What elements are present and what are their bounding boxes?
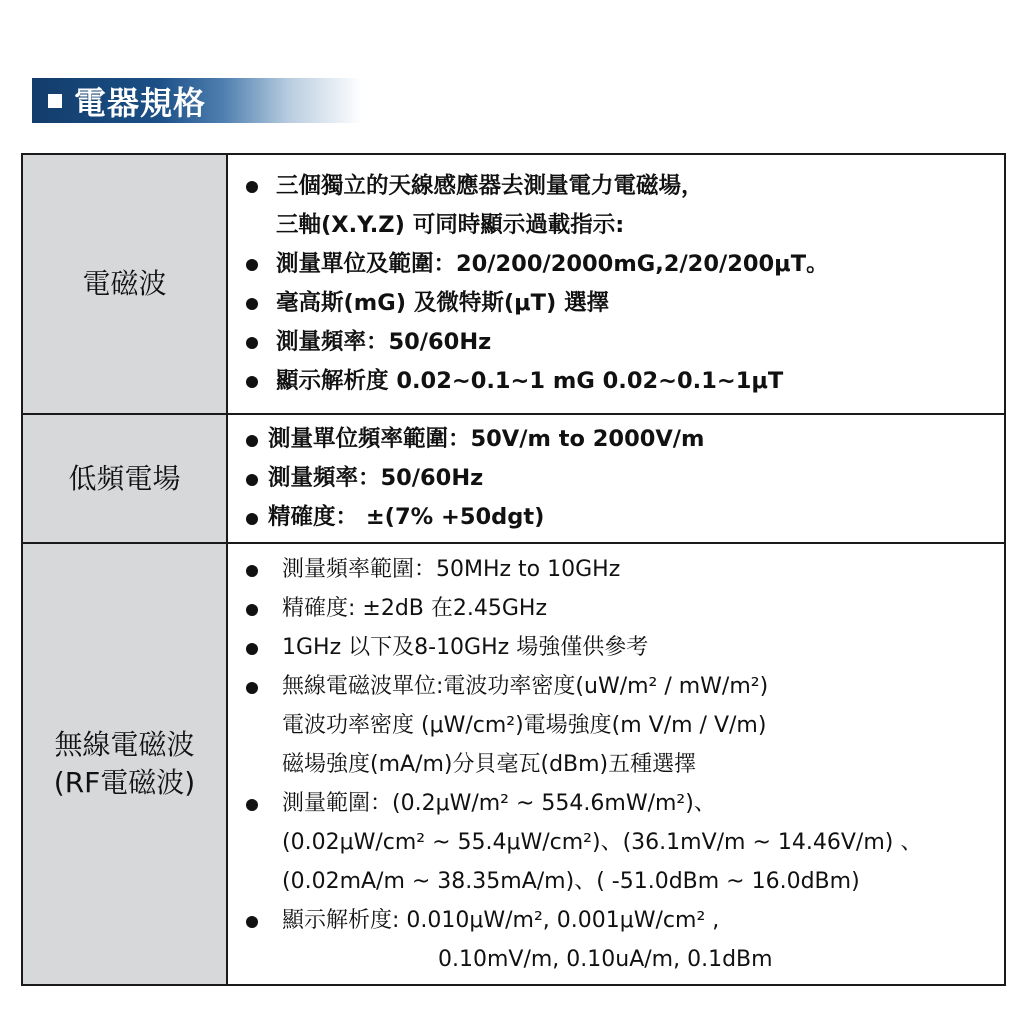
item-text: (0.02μW/cm² ~ 55.4μW/cm²)、(36.1mV/m ~ 14.46V/m) 、 xyxy=(282,829,923,855)
spec-row-low-freq xyxy=(22,414,1005,543)
list-item xyxy=(244,245,1004,284)
item-text: 測量頻率：50/60Hz xyxy=(268,465,484,491)
row-content-emf xyxy=(227,154,1005,414)
bullet-icon xyxy=(246,181,258,193)
item-text: 顯示解析度: 0.010μW/m², 0.001μW/cm² , xyxy=(282,907,720,933)
row-label-low-freq: 低頻電場 xyxy=(22,414,227,543)
bullet-icon xyxy=(246,513,258,525)
row-label-line: 無線電磁波 xyxy=(54,728,195,761)
item-text: (0.02mA/m ~ 38.35mA/m)、( -51.0dBm ~ 16.0dBm) xyxy=(282,868,860,894)
row-label-emf: 電磁波 xyxy=(22,154,227,414)
bullet-icon xyxy=(246,643,258,655)
bullet-icon xyxy=(246,337,258,349)
item-text: 測量範圍：(0.2μW/m² ~ 554.6mW/m²)、 xyxy=(282,790,716,816)
item-text: 磁場強度(mA/m)分貝毫瓦(dBm)五種選擇 xyxy=(282,751,697,777)
bullet-icon xyxy=(246,565,258,577)
bullet-icon xyxy=(246,799,258,811)
bullet-icon xyxy=(246,298,258,310)
bullet-icon xyxy=(246,259,258,271)
section-title: 電器規格 xyxy=(74,83,207,122)
item-text: 三軸(X.Y.Z) 可同時顯示過載指示: xyxy=(276,212,625,238)
list-item xyxy=(244,362,1004,401)
bullet-icon xyxy=(246,474,258,486)
row-content-rf xyxy=(227,543,1005,985)
list-item xyxy=(244,628,1004,667)
item-text: 顯示解析度 0.02~0.1~1 mG 0.02~0.1~1μT xyxy=(276,368,784,394)
spec-row-emf xyxy=(22,154,1005,414)
item-text: 1GHz 以下及8-10GHz 場強僅供參考 xyxy=(282,634,649,660)
list-item xyxy=(244,589,1004,628)
item-text: 0.10mV/m, 0.10uA/m, 0.1dBm xyxy=(438,946,773,972)
bullet-icon xyxy=(246,376,258,388)
list-item xyxy=(244,550,1004,589)
row-label-line: (RF電磁波) xyxy=(53,766,196,799)
list-item xyxy=(244,323,1004,362)
square-bullet-icon xyxy=(48,94,62,108)
list-item xyxy=(244,459,1004,498)
item-text: 無線電磁波單位:電波功率密度(uW/m² / mW/m²) xyxy=(282,673,769,699)
bullet-icon xyxy=(246,604,258,616)
list-item xyxy=(244,667,1004,784)
list-item xyxy=(244,420,1004,459)
bullet-icon xyxy=(246,916,258,928)
list-item xyxy=(244,784,1004,901)
bullet-icon xyxy=(246,682,258,694)
bullet-icon xyxy=(246,435,258,447)
section-header xyxy=(32,78,362,123)
item-text: 測量頻率範圍：50MHz to 10GHz xyxy=(282,556,621,582)
list-item xyxy=(244,284,1004,323)
item-text: 測量單位頻率範圍：50V/m to 2000V/m xyxy=(268,426,705,452)
row-content-low-freq xyxy=(227,414,1005,543)
spec-table xyxy=(21,153,1006,986)
item-text: 測量頻率：50/60Hz xyxy=(276,329,492,355)
item-text: 電波功率密度 (μW/cm²)電場強度(m V/m / V/m) xyxy=(282,712,767,738)
list-item xyxy=(244,167,1004,245)
list-item xyxy=(244,901,1004,979)
spec-row-rf xyxy=(22,543,1005,985)
list-item xyxy=(244,498,1004,537)
item-text: 精確度： ±(7% +50dgt) xyxy=(268,504,545,530)
item-text: 測量單位及範圍：20/200/2000mG,2/20/200μT。 xyxy=(276,251,829,277)
item-text: 三個獨立的天線感應器去測量電力電磁場， xyxy=(276,173,704,199)
item-text: 毫高斯(mG) 及微特斯(μT) 選擇 xyxy=(276,290,610,316)
row-label-rf xyxy=(22,543,227,985)
item-text: 精確度: ±2dB 在2.45GHz xyxy=(282,595,548,621)
